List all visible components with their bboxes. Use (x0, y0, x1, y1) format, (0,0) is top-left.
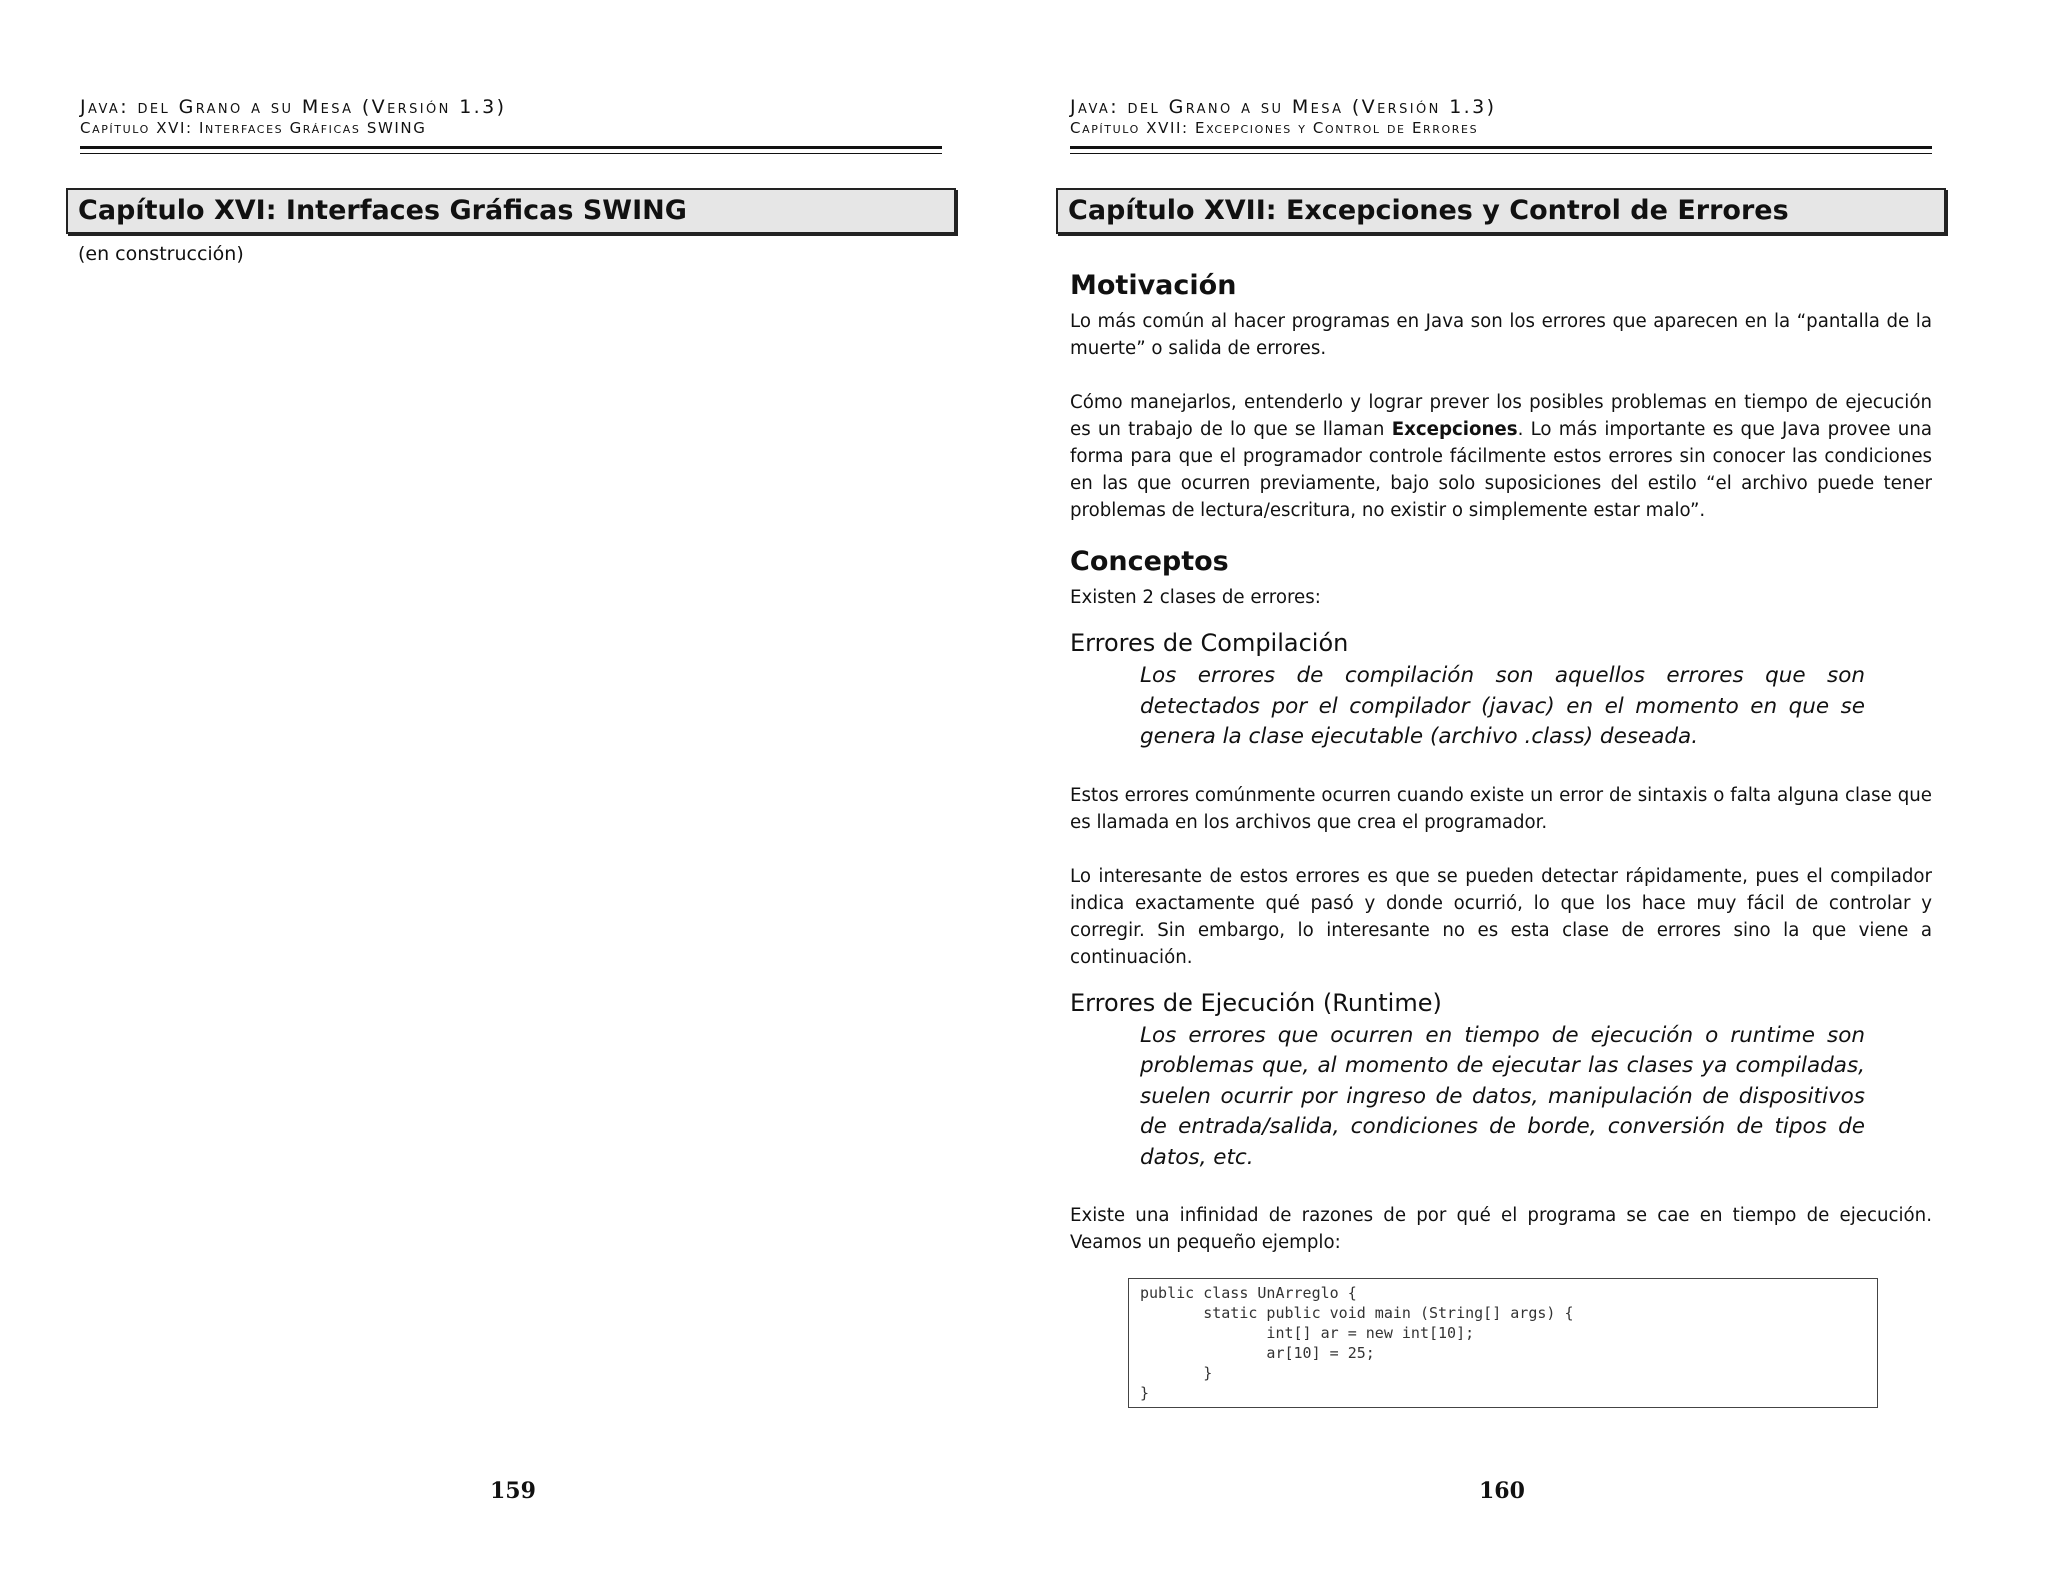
header-rule-thin (1070, 153, 1932, 154)
paragraph (1070, 389, 1932, 524)
code-line: int[] ar = new int[10]; (1140, 1324, 1475, 1342)
subsection-heading-compilacion: Errores de Compilación (1070, 629, 1349, 657)
section-heading-conceptos: Conceptos (1070, 546, 1229, 577)
book-title: Java: del Grano a su Mesa (Versión 1.3) (80, 96, 507, 118)
running-header (80, 96, 506, 138)
status-note: (en construcción) (78, 243, 244, 265)
chapter-line: Capítulo XVI: Interfaces Gráficas SWING (80, 119, 427, 137)
header-rule-thick (80, 146, 942, 149)
bold-term: Excepciones (1391, 419, 1518, 440)
book-title: Java: del Grano a su Mesa (Versión 1.3) (1070, 96, 1497, 118)
chapter-content (1070, 262, 1932, 1408)
section-heading-motivacion: Motivación (1070, 270, 1237, 301)
paragraph: Lo interesante de estos errores es que se pueden detectar rápidamente, pues el compilador indica exactamente qué pasó y donde ocurrió, lo que los hace muy fácil de controlar y corregir. Sin embargo, lo interesante no es esta clase de errores sino la que viene a continuación. (1070, 865, 1932, 968)
header-rule-thick (1070, 146, 1932, 149)
subsection-heading-ejecucion: Errores de Ejecución (Runtime) (1070, 988, 1442, 1017)
text-run: . Lo más importante es que Java provee una forma para que el programador controle fácilmente estos errores sin conocer las condiciones en las que ocurren previamente, bajo solo suposiciones del estilo “el archivo puede tener problemas de lectura/escritura, no existir o simplemente estar malo”. (1070, 419, 1932, 521)
page-number: 159 (490, 1478, 536, 1504)
code-line: public class UnArreglo { (1140, 1284, 1357, 1302)
text-run: Cómo manejarlos, entenderlo y lograr prever los posibles problemas en tiempo de ejecución es un trabajo de lo que se llaman (1070, 392, 1932, 440)
code-line: static public void main (String[] args) { (1140, 1304, 1574, 1322)
definition: Los errores de compilación son aquellos errores que son detectados por el compilador (javac) en el momento en que se genera la clase ejecutable (archivo .class) deseada. (1140, 663, 1865, 749)
chapter-heading: Capítulo XVI: Interfaces Gráficas SWING (66, 188, 956, 234)
definition: Los errores que ocurren en tiempo de ejecución o runtime son problemas que, al momento de ejecutar las clases ya compiladas, suelen ocurrir por ingreso de datos, manipulación de dispositivos de entrada/salida, condiciones de borde, conversión de tipos de datos, etc. (1140, 1022, 1865, 1170)
paragraph: Existen 2 clases de errores: (1070, 587, 1321, 608)
code-block (1128, 1278, 1878, 1408)
right-page (1024, 0, 2048, 1582)
running-header (1070, 96, 1496, 138)
code-line: } (1140, 1364, 1213, 1382)
paragraph: Existe una infinidad de razones de por qué el programa se cae en tiempo de ejecución. Veamos un pequeño ejemplo: (1070, 1205, 1932, 1253)
paragraph: Lo más común al hacer programas en Java son los errores que aparecen en la “pantalla de la muerte” o salida de errores. (1070, 311, 1932, 359)
code-line: } (1140, 1384, 1150, 1402)
code-line: ar[10] = 25; (1140, 1344, 1375, 1362)
page-number: 160 (1479, 1478, 1525, 1504)
chapter-heading: Capítulo XVII: Excepciones y Control de Errores (1056, 188, 1946, 234)
header-rule-thin (80, 153, 942, 154)
paragraph: Estos errores comúnmente ocurren cuando existe un error de sintaxis o falta alguna clase que es llamada en los archivos que crea el programador. (1070, 784, 1932, 833)
chapter-line: Capítulo XVII: Excepciones y Control de Errores (1070, 119, 1479, 137)
